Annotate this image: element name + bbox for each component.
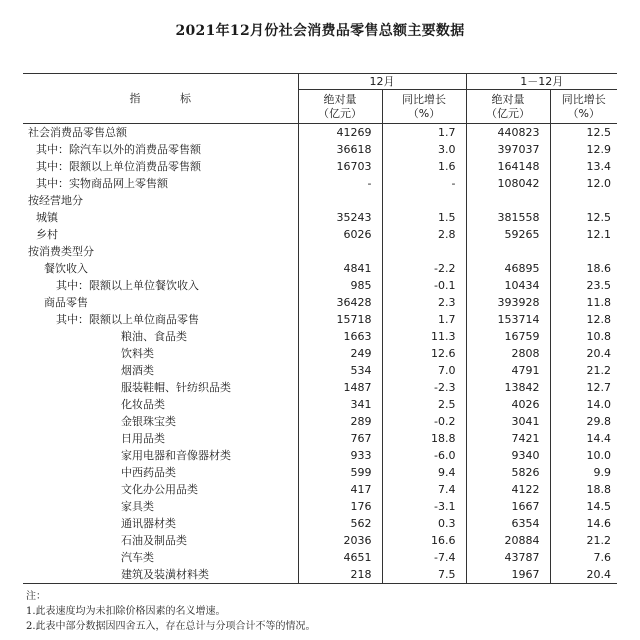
ytd-growth: 13.4: [550, 158, 617, 175]
ytd-value: 10434: [466, 277, 550, 294]
ytd-growth-header: [550, 90, 617, 124]
row-label: 饮料类: [121, 347, 154, 360]
ytd-growth: 20.4: [550, 345, 617, 362]
ytd-growth: 14.5: [550, 498, 617, 515]
month-value: 534: [298, 362, 382, 379]
table-row: [23, 464, 617, 481]
month-growth: 1.5: [382, 209, 466, 226]
growth-label: 同比增长: [561, 92, 606, 106]
table-row: [23, 430, 617, 447]
table-row: [23, 192, 617, 209]
row-label: 其中：限额以上单位消费品零售额: [36, 160, 201, 173]
month-value: 218: [298, 566, 382, 584]
data-table: [23, 73, 617, 584]
table-body: [23, 124, 617, 584]
ytd-growth: 12.9: [550, 141, 617, 158]
month-value: 1663: [298, 328, 382, 345]
table-row: [23, 345, 617, 362]
row-label: 其中：实物商品网上零售额: [36, 177, 168, 190]
ytd-growth: 12.5: [550, 124, 617, 142]
month-value: 985: [298, 277, 382, 294]
month-value: 15718: [298, 311, 382, 328]
month-value: [298, 192, 382, 209]
row-label: 中西药品类: [121, 466, 176, 479]
table-row: [23, 294, 617, 311]
table-row: [23, 362, 617, 379]
growth-unit: （%）: [567, 106, 600, 120]
month-growth: -7.4: [382, 549, 466, 566]
row-label: 其中：限额以上单位商品零售: [56, 313, 199, 326]
table-row: [23, 209, 617, 226]
ytd-value: 108042: [466, 175, 550, 192]
ytd-growth: 12.0: [550, 175, 617, 192]
table-row: [23, 549, 617, 566]
month-growth: 2.8: [382, 226, 466, 243]
row-label: 家具类: [121, 500, 154, 513]
abs-label: 绝对量: [323, 92, 357, 106]
table-row: [23, 413, 617, 430]
ytd-value: 153714: [466, 311, 550, 328]
ytd-value: 1967: [466, 566, 550, 584]
footnotes: [26, 589, 316, 634]
month-value: 933: [298, 447, 382, 464]
ytd-value: 393928: [466, 294, 550, 311]
table-row: [23, 158, 617, 175]
ytd-growth: 21.2: [550, 532, 617, 549]
month-growth: 11.3: [382, 328, 466, 345]
row-label: 其中：限额以上单位餐饮收入: [56, 279, 199, 292]
table-row: [23, 515, 617, 532]
table-row: [23, 260, 617, 277]
month-value: 35243: [298, 209, 382, 226]
ytd-value: 13842: [466, 379, 550, 396]
ytd-value: 5826: [466, 464, 550, 481]
note-2: 2.此表中部分数据因四舍五入，存在总计与分项合计不等的情况。: [26, 621, 316, 632]
ytd-value: 20884: [466, 532, 550, 549]
month-growth: -6.0: [382, 447, 466, 464]
month-value: 2036: [298, 532, 382, 549]
month-growth: -2.3: [382, 379, 466, 396]
abs-unit: （亿元）: [318, 106, 362, 120]
month-growth: 2.5: [382, 396, 466, 413]
ytd-value: 59265: [466, 226, 550, 243]
row-label: 金银珠宝类: [121, 415, 176, 428]
ytd-growth: 10.8: [550, 328, 617, 345]
table-row: [23, 328, 617, 345]
ytd-value: 381558: [466, 209, 550, 226]
month-value: 417: [298, 481, 382, 498]
month-value: 249: [298, 345, 382, 362]
table-row: [23, 566, 617, 584]
month-value: 767: [298, 430, 382, 447]
ytd-value: [466, 243, 550, 260]
ytd-value: 16759: [466, 328, 550, 345]
ytd-growth: 11.8: [550, 294, 617, 311]
ytd-value: 7421: [466, 430, 550, 447]
ytd-growth: 18.8: [550, 481, 617, 498]
month-value: 341: [298, 396, 382, 413]
month-value: 36618: [298, 141, 382, 158]
ytd-growth: [550, 243, 617, 260]
month-growth: 3.0: [382, 141, 466, 158]
month-growth: [382, 192, 466, 209]
month-growth: -0.1: [382, 277, 466, 294]
month-value: [298, 243, 382, 260]
table-row: [23, 141, 617, 158]
row-label: 通讯器材类: [121, 517, 176, 530]
ytd-value: 397037: [466, 141, 550, 158]
month-growth: 9.4: [382, 464, 466, 481]
period-month-header: 12月: [298, 74, 466, 90]
abs-label: 绝对量: [491, 92, 525, 106]
month-growth: 0.3: [382, 515, 466, 532]
row-label: 社会消费品零售总额: [28, 126, 127, 139]
month-value: 16703: [298, 158, 382, 175]
ytd-growth: 12.8: [550, 311, 617, 328]
month-value: 289: [298, 413, 382, 430]
row-label: 其中：除汽车以外的消费品零售额: [36, 143, 201, 156]
ytd-growth: [550, 192, 617, 209]
row-label: 汽车类: [121, 551, 154, 564]
note-1: 1.此表速度均为未扣除价格因素的名义增速。: [26, 606, 226, 617]
note-heading: 注：: [26, 591, 46, 602]
row-label: 按消费类型分: [28, 245, 94, 258]
month-value: -: [298, 175, 382, 192]
month-value: 1487: [298, 379, 382, 396]
row-label: 按经营地分: [28, 194, 83, 207]
ytd-growth: 7.6: [550, 549, 617, 566]
row-label: 服装鞋帽、针纺织品类: [121, 381, 231, 394]
row-label: 文化办公用品类: [121, 483, 198, 496]
ytd-growth: 29.8: [550, 413, 617, 430]
month-value: 41269: [298, 124, 382, 142]
month-growth: 1.7: [382, 124, 466, 142]
row-label: 石油及制品类: [121, 534, 187, 547]
month-growth: 1.6: [382, 158, 466, 175]
row-label: 粮油、食品类: [121, 330, 187, 343]
ytd-value: 9340: [466, 447, 550, 464]
month-value: 176: [298, 498, 382, 515]
row-label: 化妆品类: [121, 398, 165, 411]
row-label: 乡村: [36, 228, 58, 241]
row-label: 建筑及装潢材料类: [23, 566, 298, 584]
month-growth: 7.5: [382, 566, 466, 584]
period-ytd-header: 1－12月: [466, 74, 617, 90]
page-title: 2021年12月份社会消费品零售总额主要数据: [175, 23, 465, 39]
table-row: [23, 226, 617, 243]
month-growth: 7.0: [382, 362, 466, 379]
month-growth-header: [382, 90, 466, 124]
ytd-growth: 10.0: [550, 447, 617, 464]
table-row: [23, 124, 617, 142]
ytd-growth: 21.2: [550, 362, 617, 379]
growth-label: 同比增长: [402, 92, 446, 106]
ytd-growth: 12.7: [550, 379, 617, 396]
month-value: 4651: [298, 549, 382, 566]
table-row: [23, 311, 617, 328]
month-growth: [382, 243, 466, 260]
ytd-value: 6354: [466, 515, 550, 532]
month-growth: -2.2: [382, 260, 466, 277]
row-label: 餐饮收入: [44, 262, 88, 275]
ytd-value: 4026: [466, 396, 550, 413]
ytd-growth: 23.5: [550, 277, 617, 294]
ytd-growth: 20.4: [550, 566, 617, 584]
ytd-growth: 12.5: [550, 209, 617, 226]
month-value: 562: [298, 515, 382, 532]
table-row: [23, 396, 617, 413]
month-growth: -3.1: [382, 498, 466, 515]
month-growth: -: [382, 175, 466, 192]
growth-unit: （%）: [407, 106, 441, 120]
ytd-growth: 14.0: [550, 396, 617, 413]
ytd-value: 46895: [466, 260, 550, 277]
row-label: 烟酒类: [121, 364, 154, 377]
month-growth: 1.7: [382, 311, 466, 328]
table-row: [23, 532, 617, 549]
table-row: [23, 175, 617, 192]
month-value: 599: [298, 464, 382, 481]
table-row: [23, 447, 617, 464]
table-row: [23, 379, 617, 396]
ytd-growth: 12.1: [550, 226, 617, 243]
row-label: 家用电器和音像器材类: [121, 449, 231, 462]
row-label: 城镇: [36, 211, 58, 224]
table-row: [23, 243, 617, 260]
month-growth: 12.6: [382, 345, 466, 362]
table-row: [23, 481, 617, 498]
table-row: [23, 277, 617, 294]
ytd-value: 4122: [466, 481, 550, 498]
table-header: [23, 74, 617, 124]
month-growth: 18.8: [382, 430, 466, 447]
ytd-value: [466, 192, 550, 209]
ytd-growth: 14.4: [550, 430, 617, 447]
table-row: [23, 498, 617, 515]
row-label: 商品零售: [44, 296, 88, 309]
ytd-growth: 18.6: [550, 260, 617, 277]
indicator-header: 指 标: [129, 92, 209, 105]
ytd-growth: 9.9: [550, 464, 617, 481]
ytd-value: 4791: [466, 362, 550, 379]
month-growth: 2.3: [382, 294, 466, 311]
month-value: 4841: [298, 260, 382, 277]
ytd-value: 164148: [466, 158, 550, 175]
month-value: 6026: [298, 226, 382, 243]
month-growth: -0.2: [382, 413, 466, 430]
month-growth: 7.4: [382, 481, 466, 498]
ytd-value: 3041: [466, 413, 550, 430]
ytd-growth: 14.6: [550, 515, 617, 532]
ytd-value: 2808: [466, 345, 550, 362]
month-growth: 16.6: [382, 532, 466, 549]
ytd-value: 440823: [466, 124, 550, 142]
ytd-abs-header: [466, 90, 550, 124]
row-label: 日用品类: [121, 432, 165, 445]
ytd-value: 1667: [466, 498, 550, 515]
ytd-value: 43787: [466, 549, 550, 566]
month-abs-header: [298, 90, 382, 124]
abs-unit: （亿元）: [486, 106, 530, 120]
month-value: 36428: [298, 294, 382, 311]
